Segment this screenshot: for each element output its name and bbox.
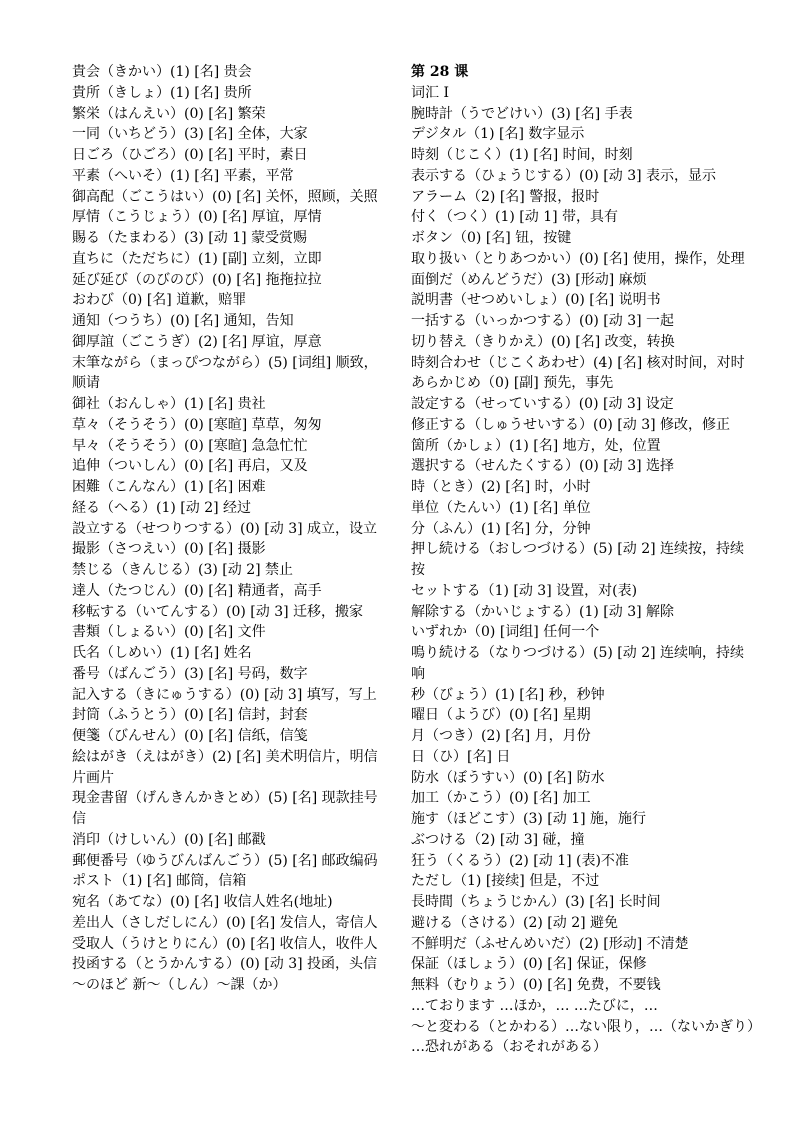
vocabulary-entry: 番号（ばんごう）(3) [名] 号码，数字 [72, 665, 308, 682]
vocabulary-entry: 秒（びょう）(1) [名] 秒，秒钟 [411, 686, 605, 703]
vocabulary-entry: 直ちに（ただちに）(1) [副] 立刻，立即 [72, 250, 322, 267]
vocabulary-entry: 末筆ながら（まっぴつながら）(5) [词组] 顺致，顺请 [72, 354, 378, 392]
vocabulary-entry: 早々（そうそう）(0) [寒暄] 急急忙忙 [72, 437, 308, 454]
vocabulary-entry: 一括する（いっかつする）(0) [动 3] 一起 [411, 313, 675, 329]
vocabulary-entry: …恐れがある（おそれがある） [411, 1039, 607, 1056]
vocabulary-entry: ボタン（0) [名] 钮，按键 [411, 230, 572, 246]
vocabulary-entry: 貴会（きかい）(1) [名] 贵会 [72, 64, 252, 80]
vocabulary-entry: 保証（ほしょう）(0) [名] 保证，保修 [411, 956, 647, 973]
vocabulary-entry: 長時間（ちょうじかん）(3) [名] 长时间 [411, 894, 661, 910]
vocabulary-entry: 説明書（せつめいしょ）(0) [名] 说明书 [411, 292, 661, 309]
vocabulary-entry: 日（ひ）[名] 日 [411, 748, 511, 765]
vocabulary-entry: 切り替え（きりかえ）(0) [名] 改变，转换 [411, 333, 675, 350]
vocabulary-entry: 達人（たつじん）(0) [名] 精通者，高手 [72, 582, 322, 599]
vocabulary-entry: おわび（0) [名] 道歉，赔罪 [72, 292, 247, 309]
vocabulary-entry: 防水（ぼうすい）(0) [名] 防水 [411, 769, 605, 786]
vocabulary-entry: 腕時計（うでどけい）(3) [名] 手表 [411, 105, 633, 122]
vocabulary-entry: 郵便番号（ゆうびんばんごう）(5) [名] 邮政编码 [72, 852, 378, 869]
vocabulary-entry: いずれか（0) [词组] 任何一个 [411, 624, 600, 641]
vocabulary-entry: 月（つき）(2) [名] 月，月份 [411, 728, 591, 744]
vocabulary-entry: 面倒だ（めんどうだ）(3) [形动] 麻烦 [411, 271, 647, 288]
vocabulary-entry: 投函する（とうかんする）(0) [动 3] 投函，头信 [72, 956, 378, 973]
vocabulary-entry: 便箋（びんせん）(0) [名] 信纸，信笺 [72, 728, 308, 744]
vocabulary-entry: 箇所（かしょ）(1) [名] 地方，处，位置 [411, 437, 661, 454]
vocabulary-entry: 厚情（こうじょう）(0) [名] 厚谊，厚情 [72, 209, 322, 226]
vocabulary-entry: 封筒（ふうとう）(0) [名] 信封，封套 [72, 707, 308, 724]
vocabulary-entry: 経る（へる）(1) [动 2] 经过 [72, 499, 252, 516]
vocabulary-entry: 現金書留（げんきんかきとめ）(5) [名] 现款挂号信 [72, 790, 378, 827]
vocabulary-entry: ポスト（1) [名] 邮筒，信箱 [72, 873, 247, 890]
vocabulary-entry: 解除する（かいじょする）(1) [动 3] 解除 [411, 603, 675, 620]
vocabulary-entry: 鳴り続ける（なりつづける）(5) [动 2] 连续响，持续响 [411, 645, 745, 682]
vocabulary-entry: 御高配（ごこうはい）(0) [名] 关怀，照顾，关照 [72, 188, 378, 205]
vocabulary-entry: 一同（いちどう）(3) [名] 全体，大家 [72, 126, 308, 143]
vocabulary-entry: 分（ふん）(1) [名] 分，分钟 [411, 520, 591, 537]
vocabulary-entry: 平素（へいそ）(1) [名] 平素，平常 [72, 167, 294, 184]
vocabulary-entry: 貴所（きしょ）(1) [名] 贵所 [72, 84, 252, 101]
left-vocabulary-column [72, 62, 390, 996]
vocabulary-entry: 時刻合わせ（じこくあわせ）(4) [名] 核对时间，对时 [411, 354, 745, 371]
vocabulary-entry: 受取人（うけとりにん）(0) [名] 收信人，收件人 [72, 935, 378, 952]
vocabulary-entry: 通知（つうち）(0) [名] 通知，告知 [72, 313, 294, 329]
vocabulary-entry: 表示する（ひょうじする）(0) [动 3] 表示，显示 [411, 167, 717, 184]
vocabulary-entry: 修正する（しゅうせいする）(0) [动 3] 修改，修正 [411, 416, 731, 433]
vocabulary-entry: 選択する（せんたくする）(0) [动 3] 选择 [411, 458, 675, 475]
vocabulary-entry: 差出人（さしだしにん）(0) [名] 发信人，寄信人 [72, 914, 378, 931]
vocabulary-entry: 設立する（せつりつする）(0) [动 3] 成立，设立 [72, 520, 378, 537]
vocabulary-entry: 押し続ける（おしつづける）(5) [动 2] 连续按，持续按 [411, 541, 745, 578]
vocabulary-entry: ～と変わる（とかわる）…ない限り，…（ないかぎり） [411, 1018, 761, 1035]
vocabulary-entry: 絵はがき（えはがき）(2) [名] 美术明信片，明信片画片 [72, 748, 378, 786]
vocabulary-entry: 禁じる（きんじる）(3) [动 2] 禁止 [72, 562, 294, 578]
vocabulary-entry: 消印（けしいん）(0) [名] 邮戳 [72, 831, 266, 848]
vocabulary-entry: 御厚誼（ごこうぎ）(2) [名] 厚谊，厚意 [72, 333, 322, 350]
vocabulary-entry: アラーム（2) [名] 警报，报时 [411, 188, 600, 205]
vocabulary-entry: 追伸（ついしん）(0) [名] 再启，又及 [72, 458, 308, 475]
vocabulary-entry: 無料（むりょう）(0) [名] 免费，不要钱 [411, 977, 661, 993]
vocabulary-entry: 曜日（ようび）(0) [名] 星期 [411, 707, 591, 724]
vocabulary-entry: 時刻（じこく）(1) [名] 时间，时刻 [411, 147, 633, 163]
vocabulary-entry: …ております …ほか，… …たびに，… [411, 997, 658, 1014]
vocabulary-entry: ぶつける（2) [动 3] 碰，撞 [411, 831, 585, 848]
vocabulary-entry: 付く（つく）(1) [动 1] 带，具有 [411, 209, 619, 226]
vocabulary-entry: ただし（1) [接续] 但是，不过 [411, 873, 600, 890]
vocabulary-entry: 氏名（しめい）(1) [名] 姓名 [72, 645, 252, 661]
vocabulary-entry: 加工（かこう）(0) [名] 加工 [411, 790, 591, 807]
vocabulary-entry: 日ごろ（ひごろ）(0) [名] 平时，素日 [72, 147, 308, 163]
vocabulary-entry: ～のほど 新～（しん）～課（か） [72, 977, 287, 993]
vocabulary-entry: 時（とき）(2) [名] 时，小时 [411, 479, 591, 495]
vocabulary-entry: 取り扱い（とりあつかい）(0) [名] 使用，操作，处理 [411, 250, 745, 267]
vocabulary-entry: 単位（たんい）(1) [名] 单位 [411, 499, 591, 516]
vocabulary-entry: あらかじめ（0) [副] 预先，事先 [411, 375, 614, 392]
vocabulary-entry: 延び延び（のびのび）(0) [名] 拖拖拉拉 [72, 271, 322, 288]
vocabulary-entry: 御社（おんしゃ）(1) [名] 贵社 [72, 396, 266, 412]
lesson-heading: 第 28 课 [411, 64, 469, 80]
vocabulary-entry: 草々（そうそう）(0) [寒暄] 草草，匆匆 [72, 416, 322, 433]
vocabulary-entry: 宛名（あてな）(0) [名] 收信人姓名(地址) [72, 894, 333, 910]
vocabulary-entry: 設定する（せっていする）(0) [动 3] 设定 [411, 396, 674, 412]
right-vocabulary-column [411, 62, 761, 1058]
vocabulary-entry: セットする（1) [动 3] 设置，对(表) [411, 582, 638, 599]
vocabulary-subheading: 词汇 I [411, 84, 449, 101]
vocabulary-entry: 書類（しょるい）(0) [名] 文件 [72, 624, 266, 641]
vocabulary-entry: 撮影（さつえい）(0) [名] 摄影 [72, 541, 266, 558]
vocabulary-entry: 記入する（きにゅうする）(0) [动 3] 填写，写上 [72, 686, 377, 703]
vocabulary-entry: 避ける（さける）(2) [动 2] 避免 [411, 914, 619, 931]
vocabulary-entry: 移転する（いてんする）(0) [动 3] 迁移，搬家 [72, 603, 364, 620]
vocabulary-entry: 繁栄（はんえい）(0) [名] 繁荣 [72, 105, 266, 122]
vocabulary-entry: 困難（こんなん）(1) [名] 困难 [72, 479, 266, 495]
vocabulary-entry: 賜る（たまわる）(3) [动 1] 蒙受赏赐 [72, 230, 308, 246]
vocabulary-entry: 施す（ほどこす）(3) [动 1] 施，施行 [411, 811, 647, 827]
vocabulary-entry: デジタル（1) [名] 数字显示 [411, 126, 585, 143]
vocabulary-entry: 不鮮明だ（ふせんめいだ）(2) [形动] 不清楚 [411, 935, 689, 952]
vocabulary-entry: 狂う（くるう）(2) [动 1] (表)不准 [411, 852, 629, 869]
